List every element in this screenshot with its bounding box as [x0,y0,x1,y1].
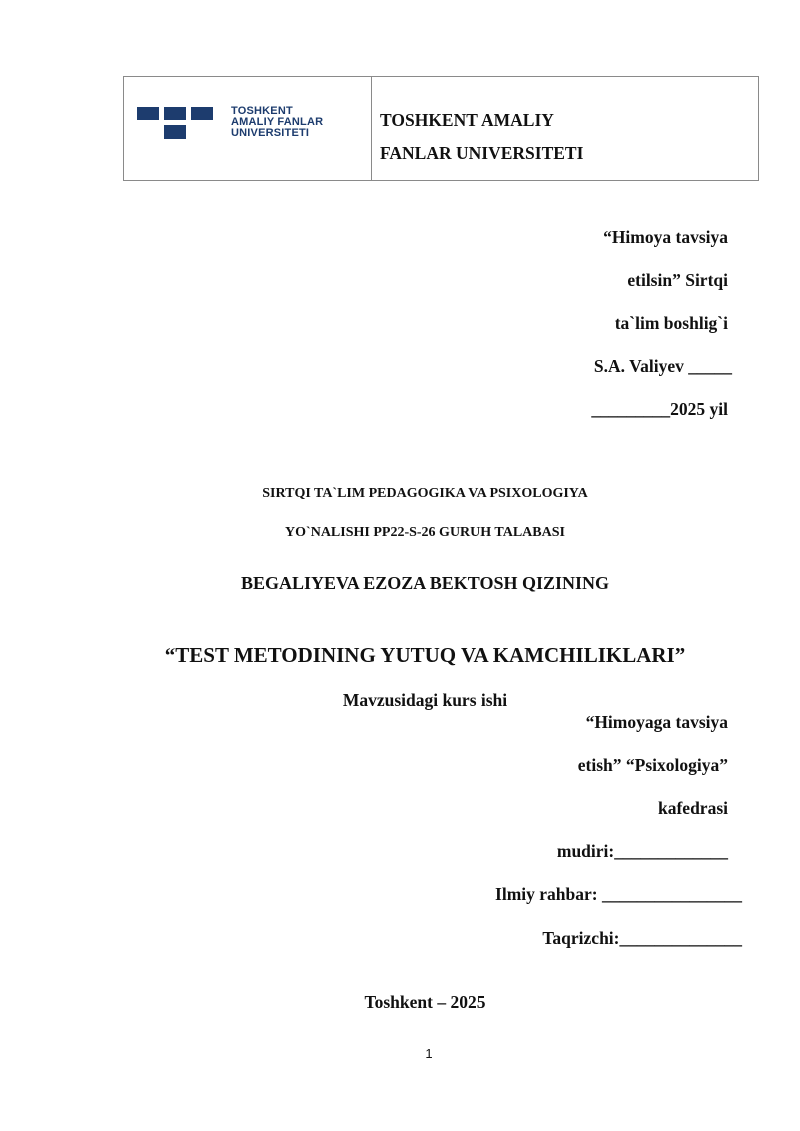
university-name-cell [372,77,758,180]
logo-line: UNIVERSITETI [231,127,310,139]
course-work-subtitle: Mavzusidagi kurs ishi [342,690,508,710]
approval-signature: S.A. Valiyev _____ [593,356,732,376]
university-logo-icon [137,107,213,141]
student-group: YO`NALISHI PP22-S-26 GURUH TALABASI [285,525,565,540]
place-year: Toshkent – 2025 [364,992,486,1012]
department-head-signature: mudiri:_____________ [556,841,728,861]
student-program: SIRTQI TA`LIM PEDAGOGIKA VA PSIXOLOGIYA [262,486,588,501]
student-name: BEGALIYEVA EZOZA BEKTOSH QIZINING [241,573,609,593]
university-name-line2: FANLAR UNIVERSITETI [380,143,584,163]
reviewer-signature: Taqrizchi:______________ [542,928,742,948]
logo-wordmark [231,106,323,139]
department-line: etish” “Psixologiya” [577,755,728,775]
department-line: kafedrasi [658,798,728,818]
approval-date: _________2025 yil [591,399,728,419]
approval-line: ta`lim boshlig`i [614,313,728,333]
page-number: 1 [425,1046,433,1061]
approval-line: “Himoya tavsiya [603,227,728,247]
header-table [123,76,759,181]
course-work-title: “TEST METODINING YUTUQ VA KAMCHILIKLARI” [164,643,686,667]
department-line: “Himoyaga tavsiya [585,712,728,732]
logo-line: AMALIY FANLAR [231,116,324,128]
university-name-line1: TOSHKENT AMALIY [380,110,554,130]
logo-line: TOSHKENT [231,105,293,117]
logo-cell [124,77,372,180]
supervisor-signature: Ilmiy rahbar: ________________ [495,884,742,904]
approval-line: etilsin” Sirtqi [627,270,728,290]
